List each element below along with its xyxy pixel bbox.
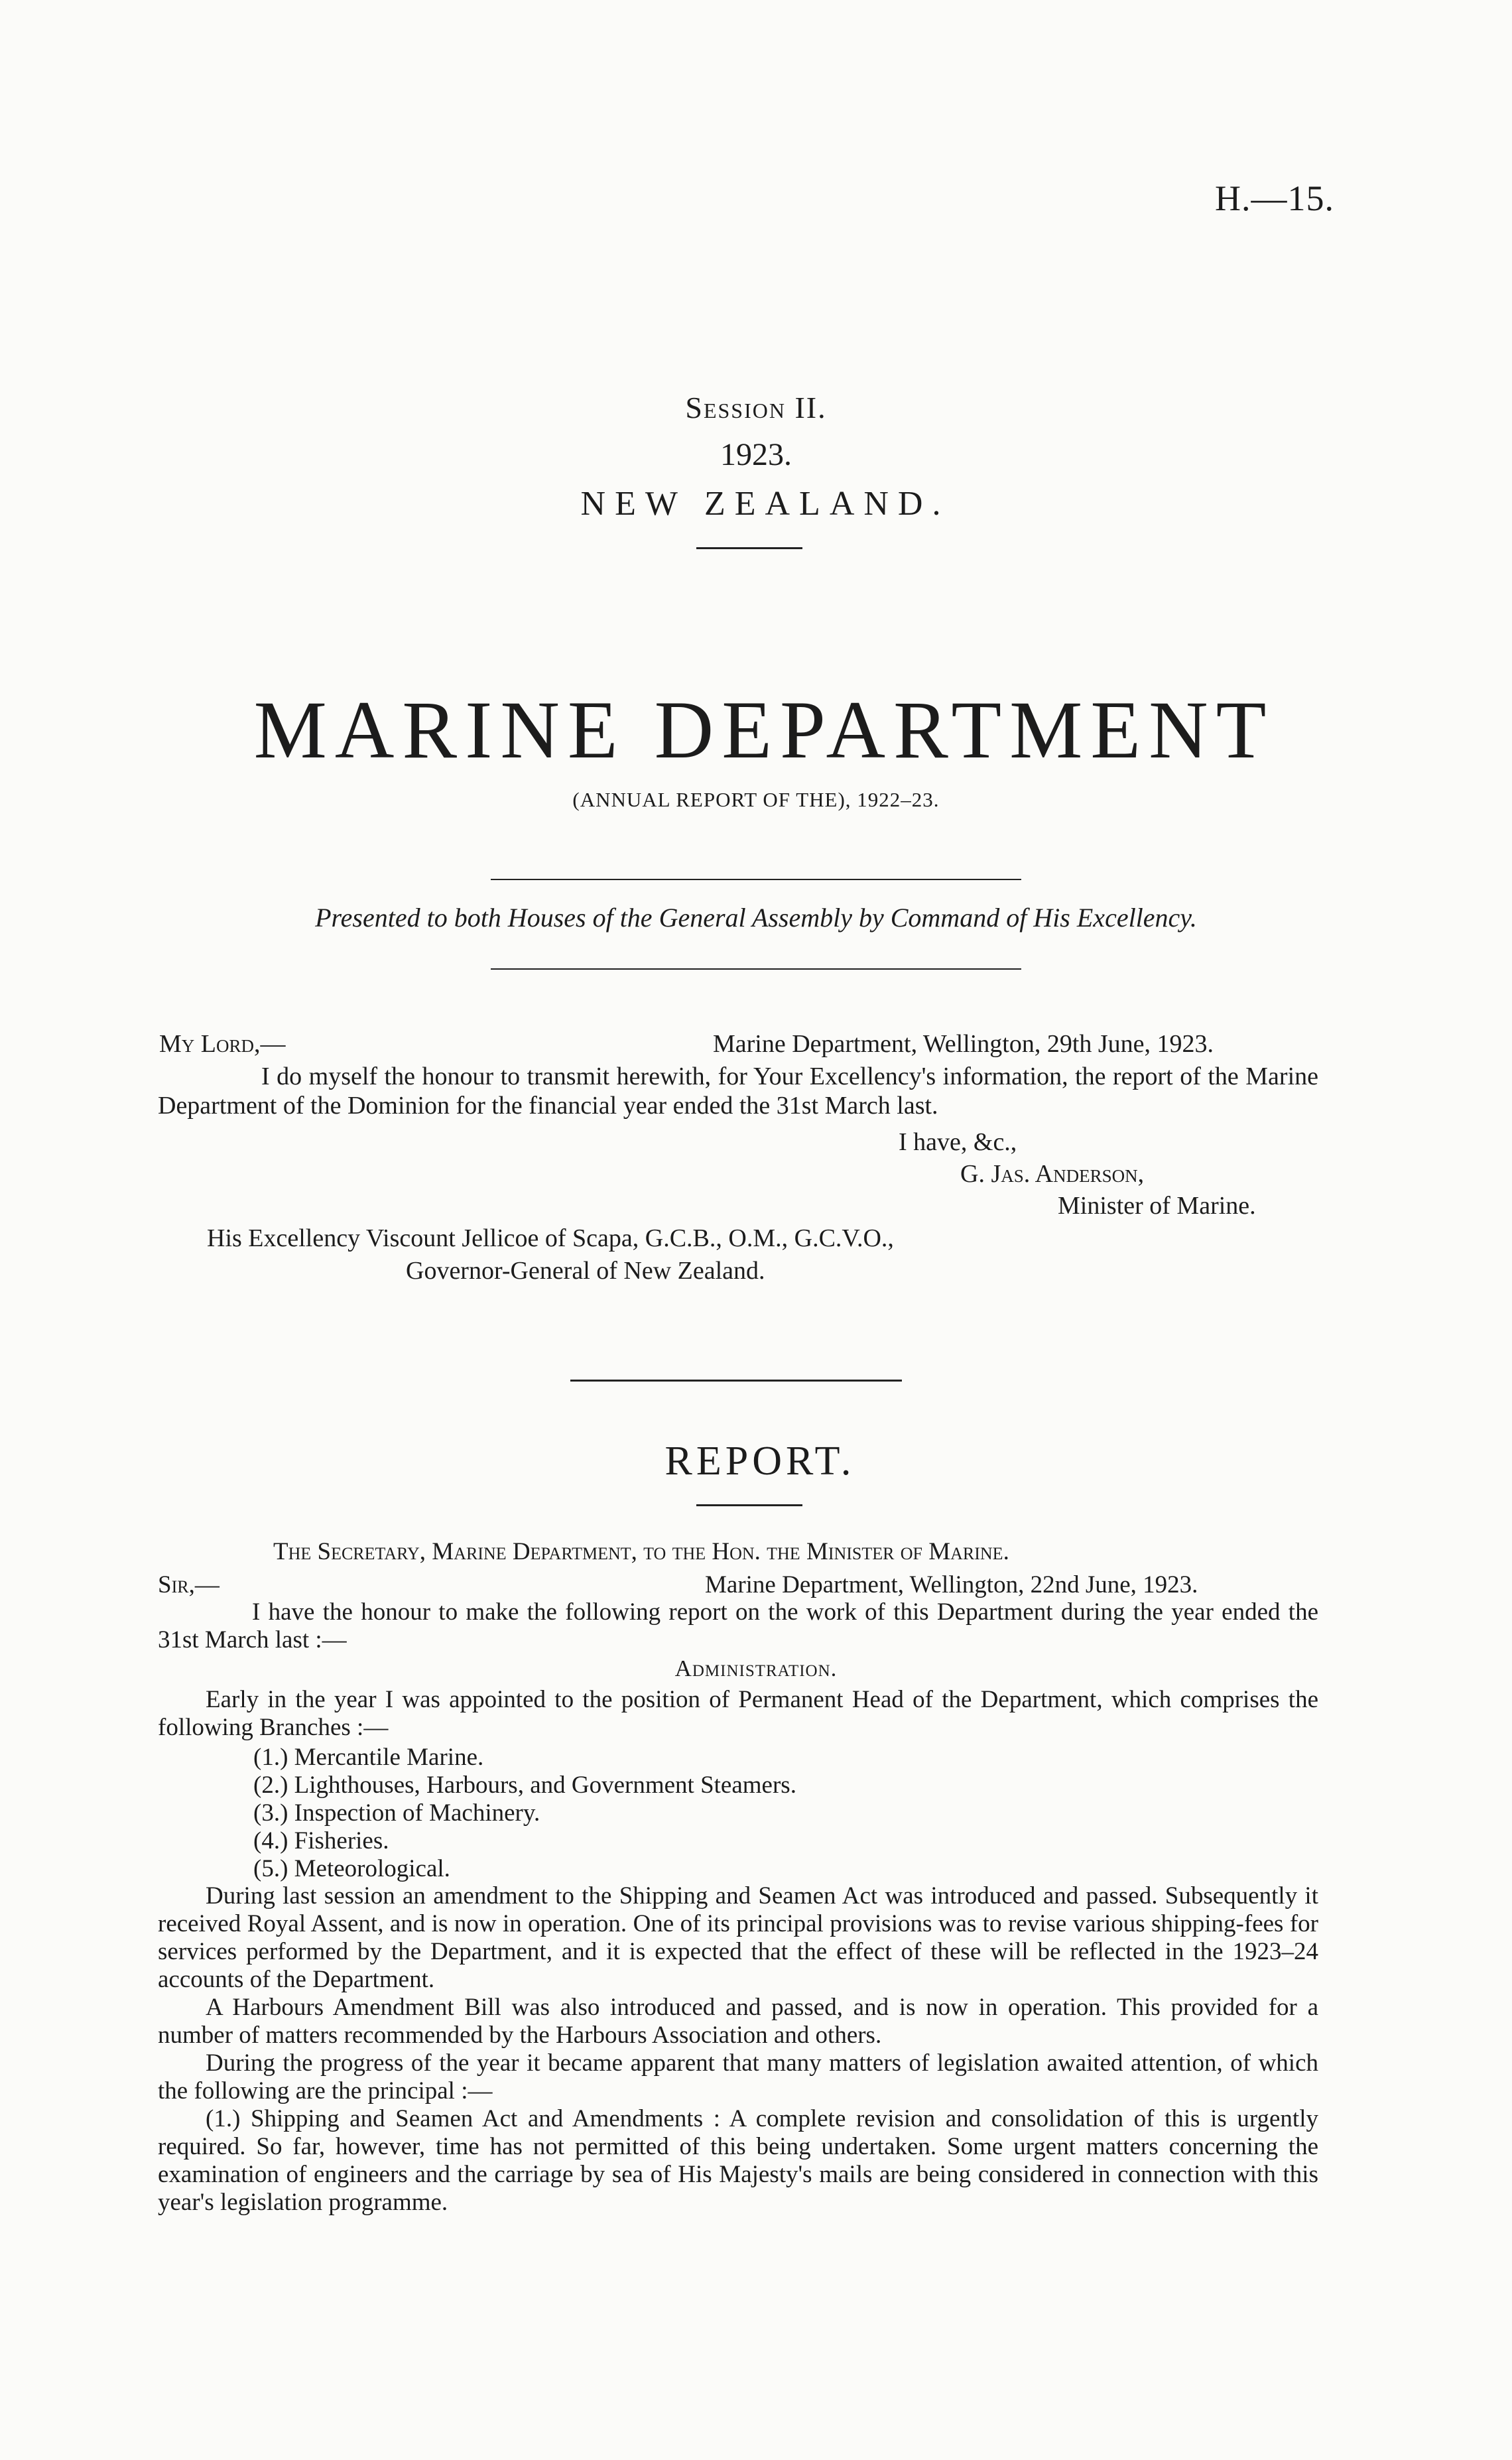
session-year: 1923.	[720, 437, 792, 472]
document-title: MARINE DEPARTMENT	[253, 684, 1275, 775]
report-heading-rule	[696, 1504, 802, 1506]
page-reference: H.—15.	[1215, 178, 1334, 218]
administration-heading: Administration.	[674, 1655, 838, 1681]
report-intro: I have the honour to make the following report on the work of this Department during the year ended the 31st March last :—	[158, 1598, 1318, 1653]
letter-closing: I have, &c.,	[899, 1128, 1017, 1156]
section-divider	[570, 1380, 902, 1382]
branch-item: (2.) Lighthouses, Harbours, and Government Steamers.	[253, 1772, 796, 1799]
letter-place-date: Marine Department, Wellington, 29th June, 1923.	[713, 1030, 1214, 1058]
letter-body: I do myself the honour to transmit herewith, for Your Excellency's information, the report of the Marine Department of the Dominion for the financial year ended the 31st March last.	[158, 1063, 1318, 1120]
report-heading: REPORT.	[664, 1439, 855, 1484]
report-paragraph-3: A Harbours Amendment Bill was also introduced and passed, and is now in operation. This provided for a number of matters recommended by the Harbours Association and others.	[158, 1994, 1318, 2049]
report-salutation: Sir,—	[158, 1571, 220, 1598]
report-paragraph-4: During the progress of the year it became apparent that many matters of legislation awaited attention, of which the following are the principal :—	[158, 2049, 1318, 2104]
title-divider-short	[696, 547, 802, 549]
report-from-to: The Secretary, Marine Department, to the Hon. the Minister of Marine.	[273, 1538, 1009, 1565]
presented-rule-bottom	[491, 968, 1021, 970]
letter-signer-title: Minister of Marine.	[1058, 1192, 1256, 1220]
branch-item: (5.) Meteorological.	[253, 1855, 450, 1882]
letter-addressee-line1: His Excellency Viscount Jellicoe of Scapa, G.C.B., O.M., G.C.V.O.,	[207, 1224, 894, 1252]
branch-item: (4.) Fisheries.	[253, 1827, 389, 1854]
letter-salutation: My Lord,—	[159, 1030, 286, 1058]
report-paragraph-1: Early in the year I was appointed to the position of Permanent Head of the Department, which comprises the following Branches :—	[158, 1686, 1318, 1741]
report-paragraph-5: (1.) Shipping and Seamen Act and Amendments : A complete revision and consolidation of this is urgently required. So far, however, time has not permitted of this being undertaken. Some urgent matters concerning the examination of engineers and the carriage by sea of His Majesty's mails are being considered in connection with this year's legislation programme.	[158, 2105, 1318, 2216]
presented-rule-top	[491, 879, 1021, 880]
country-name: NEW ZEALAND.	[580, 485, 950, 523]
letter-addressee-line2: Governor-General of New Zealand.	[406, 1257, 765, 1285]
report-paragraph-2: During last session an amendment to the Shipping and Seamen Act was introduced and passed. Subsequently it received Royal Assent, and is now in operation. One of its principal provisions was to revise various shipping-fees for services performed by the Department, and it is expected that the effect of these will be reflected in the 1923–24 accounts of the Department.	[158, 1882, 1318, 1993]
session-label: Session II.	[685, 391, 827, 424]
presented-statement: Presented to both Houses of the General Assembly by Command of His Excellency.	[315, 903, 1197, 933]
branch-item: (3.) Inspection of Machinery.	[253, 1799, 540, 1827]
letter-signer: G. Jas. Anderson,	[960, 1160, 1145, 1188]
document-subtitle: (ANNUAL REPORT OF THE), 1922–23.	[572, 788, 940, 811]
branch-item: (1.) Mercantile Marine.	[253, 1744, 484, 1771]
report-place-date: Marine Department, Wellington, 22nd June, 1923.	[705, 1571, 1198, 1598]
